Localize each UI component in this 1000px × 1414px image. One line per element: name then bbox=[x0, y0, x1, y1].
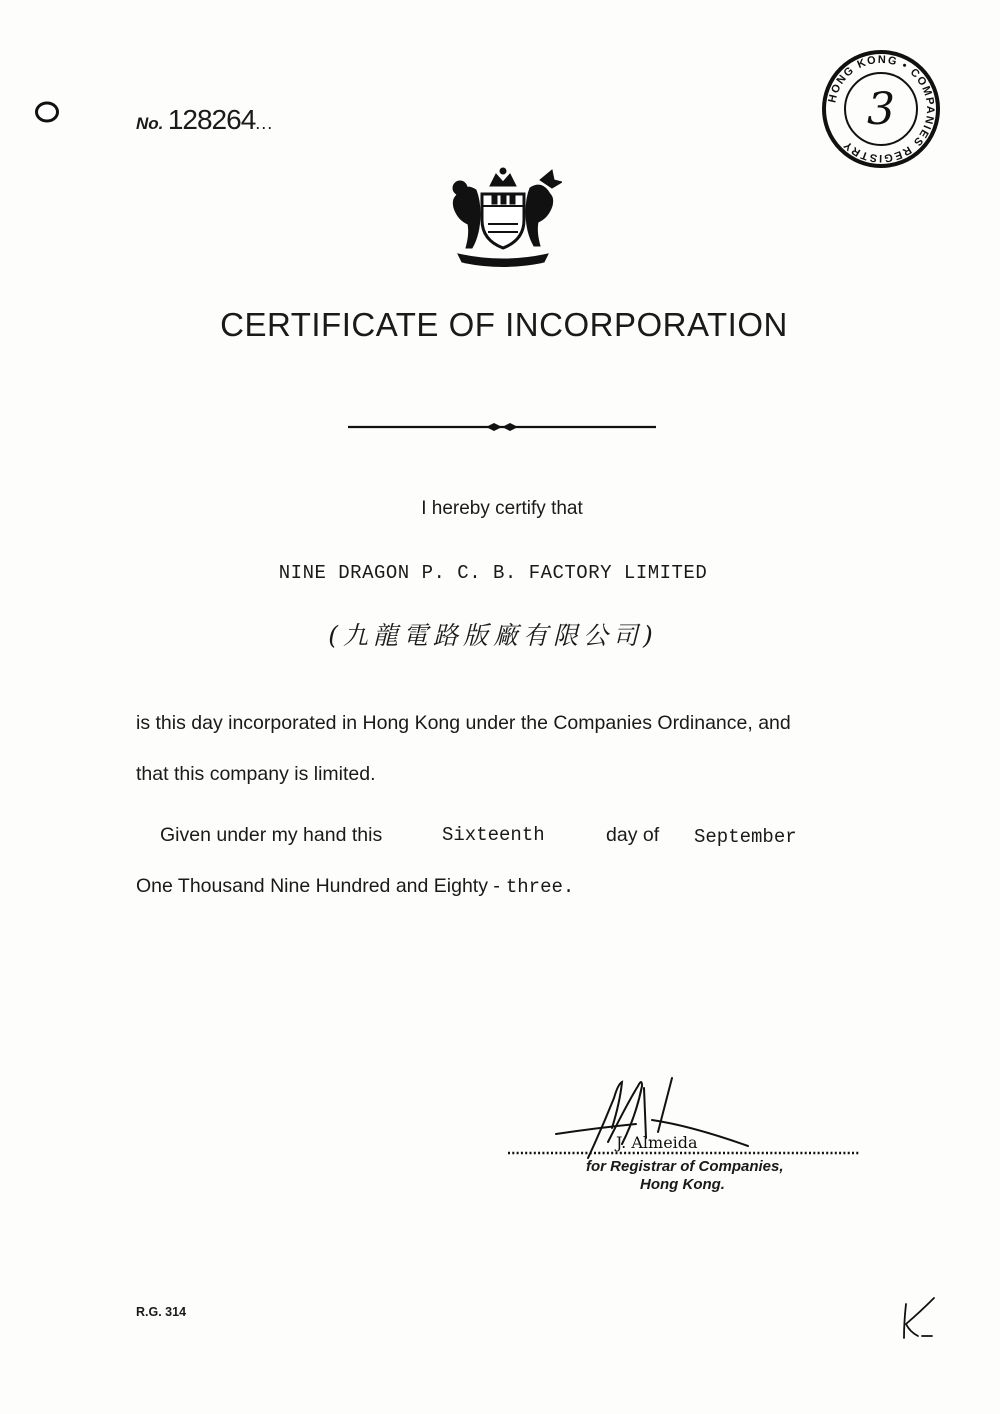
stamp-handwritten-numeral: 3 bbox=[867, 84, 895, 135]
given-year-suffix: three. bbox=[505, 876, 575, 898]
incorporation-statement-line2: that this company is limited. bbox=[136, 763, 376, 785]
certificate-number-prefix: No. bbox=[136, 114, 164, 133]
given-day: Sixteenth bbox=[442, 824, 545, 846]
certificate-number-dots: ... bbox=[255, 113, 274, 133]
document-title: CERTIFICATE OF INCORPORATION bbox=[220, 306, 788, 343]
certify-statement: I hereby certify that bbox=[421, 498, 583, 519]
certificate-number-value: 128264 bbox=[167, 104, 256, 135]
given-year-prefix: One Thousand Nine Hundred and Eighty - bbox=[136, 875, 500, 897]
signature-dotted-line bbox=[508, 1143, 860, 1157]
companies-registry-stamp bbox=[816, 48, 946, 170]
ornamental-divider bbox=[346, 418, 658, 436]
given-day-of: day of bbox=[606, 824, 660, 846]
stamp-ring-text: HONG KONG • COMPANIES REGISTRY bbox=[826, 53, 937, 165]
company-name-chinese: (九龍電路版廠有限公司) bbox=[328, 621, 658, 650]
coat-of-arms-icon bbox=[444, 166, 562, 268]
handwritten-mark bbox=[896, 1296, 940, 1344]
company-name-english: NINE DRAGON P. C. B. FACTORY LIMITED bbox=[278, 562, 708, 584]
form-code: R.G. 314 bbox=[136, 1305, 187, 1319]
given-year bbox=[136, 875, 574, 898]
given-prefix: Given under my hand this bbox=[160, 824, 383, 846]
signature-typed-name: J. Almeida bbox=[616, 1133, 698, 1152]
given-month: September bbox=[694, 826, 797, 848]
registrar-title-line2: Hong Kong. bbox=[640, 1176, 725, 1193]
incorporation-statement-line1: is this day incorporated in Hong Kong under the Companies Ordinance, and bbox=[136, 712, 791, 734]
certificate-number bbox=[136, 104, 273, 136]
punch-hole-icon bbox=[34, 100, 60, 124]
registrar-title-line1: for Registrar of Companies, bbox=[586, 1158, 784, 1175]
